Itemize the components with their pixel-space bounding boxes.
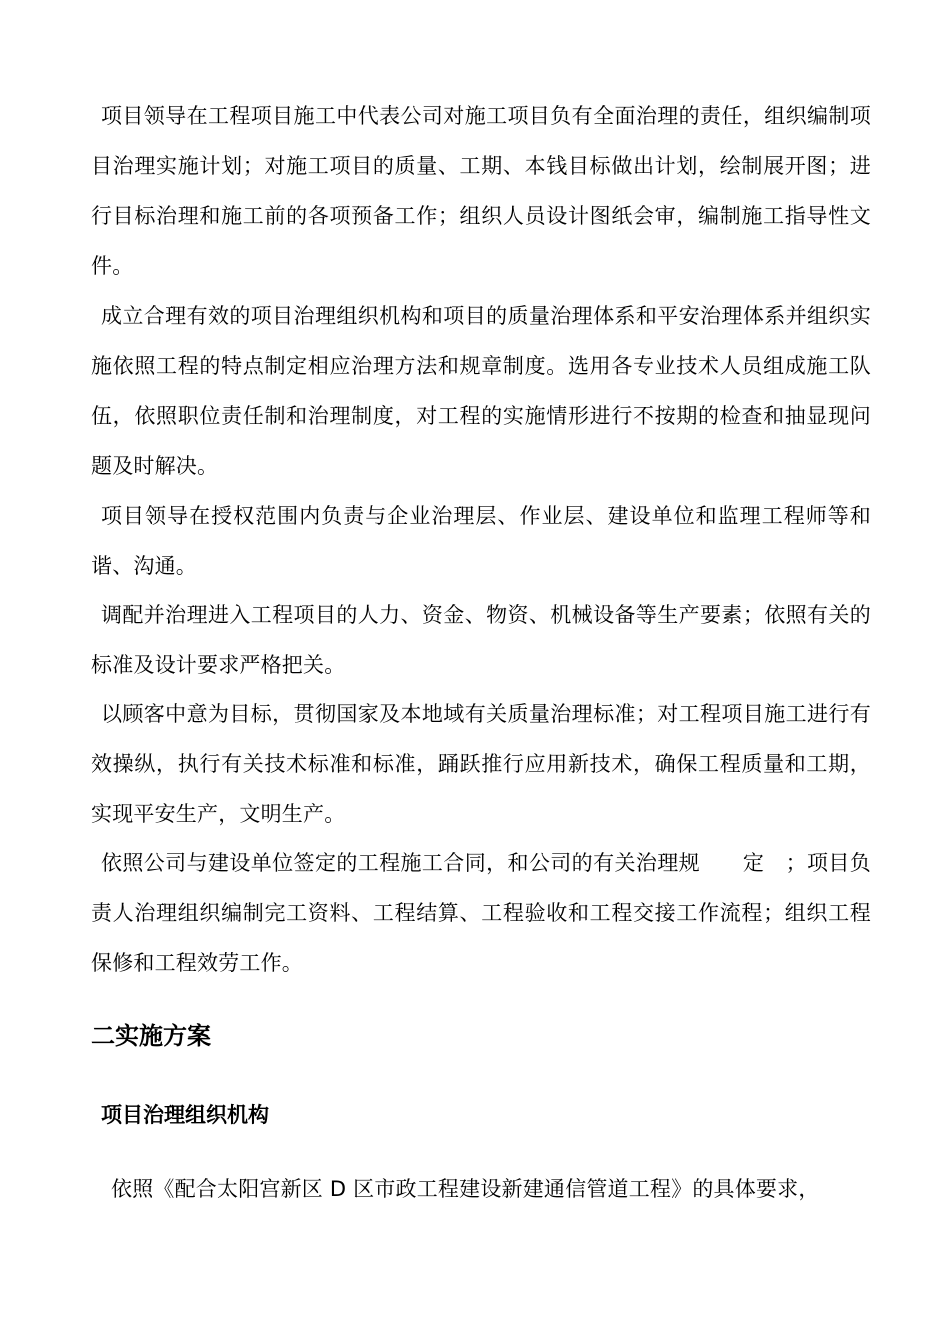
paragraph-project-leader-responsibility: 项目领导在工程项目施工中代表公司对施工项目负有全面治理的责任，组织编制项目治理实施计划；对施工项目的质量、工期、本钱目标做出计划，绘制展开图；进行目标治理和施工前的各项预备工作；组织人员设计图纸会审，编制施工指导性文件。: [91, 104, 871, 278]
paragraph-contract-completion: 依照公司与建设单位签定的工程施工合同，和公司的有关治理规 定 ；项目负责人治理组织编制完工资料、工程结算、工程验收和工程交接工作流程；组织工程保修和工程效劳工作。: [91, 851, 871, 975]
paragraph-project-requirements: 依照《配合太阳宫新区 D 区市政工程建设新建通信管道工程》的具体要求，: [111, 1177, 820, 1201]
paragraph-coordination: 项目领导在授权范围内负责与企业治理层、作业层、建设单位和监理工程师等和谐、沟通。: [91, 504, 871, 578]
subsection-heading: 项目治理组织机构: [101, 1103, 269, 1127]
section-heading: 二实施方案: [91, 1022, 211, 1050]
paragraph-management-organization: 成立合理有效的项目治理组织机构和项目的质量治理体系和平安治理体系并组织实施依照工程的特点制定相应治理方法和规章制度。选用各专业技术人员组成施工队伍，依照职位责任制和治理制度，对工程的实施情形进行不按期的检查和抽显现问题及时解决。: [91, 304, 871, 478]
paragraph-quality-goals: 以顾客中意为目标，贯彻国家及本地域有关质量治理标准；对工程项目施工进行有效操纵，执行有关技术标准和标准，踊跃推行应用新技术，确保工程质量和工期，实现平安生产，文明生产。: [91, 702, 871, 826]
paragraph-resource-allocation: 调配并治理进入工程项目的人力、资金、物资、机械设备等生产要素；依照有关的标准及设计要求严格把关。: [91, 603, 871, 677]
